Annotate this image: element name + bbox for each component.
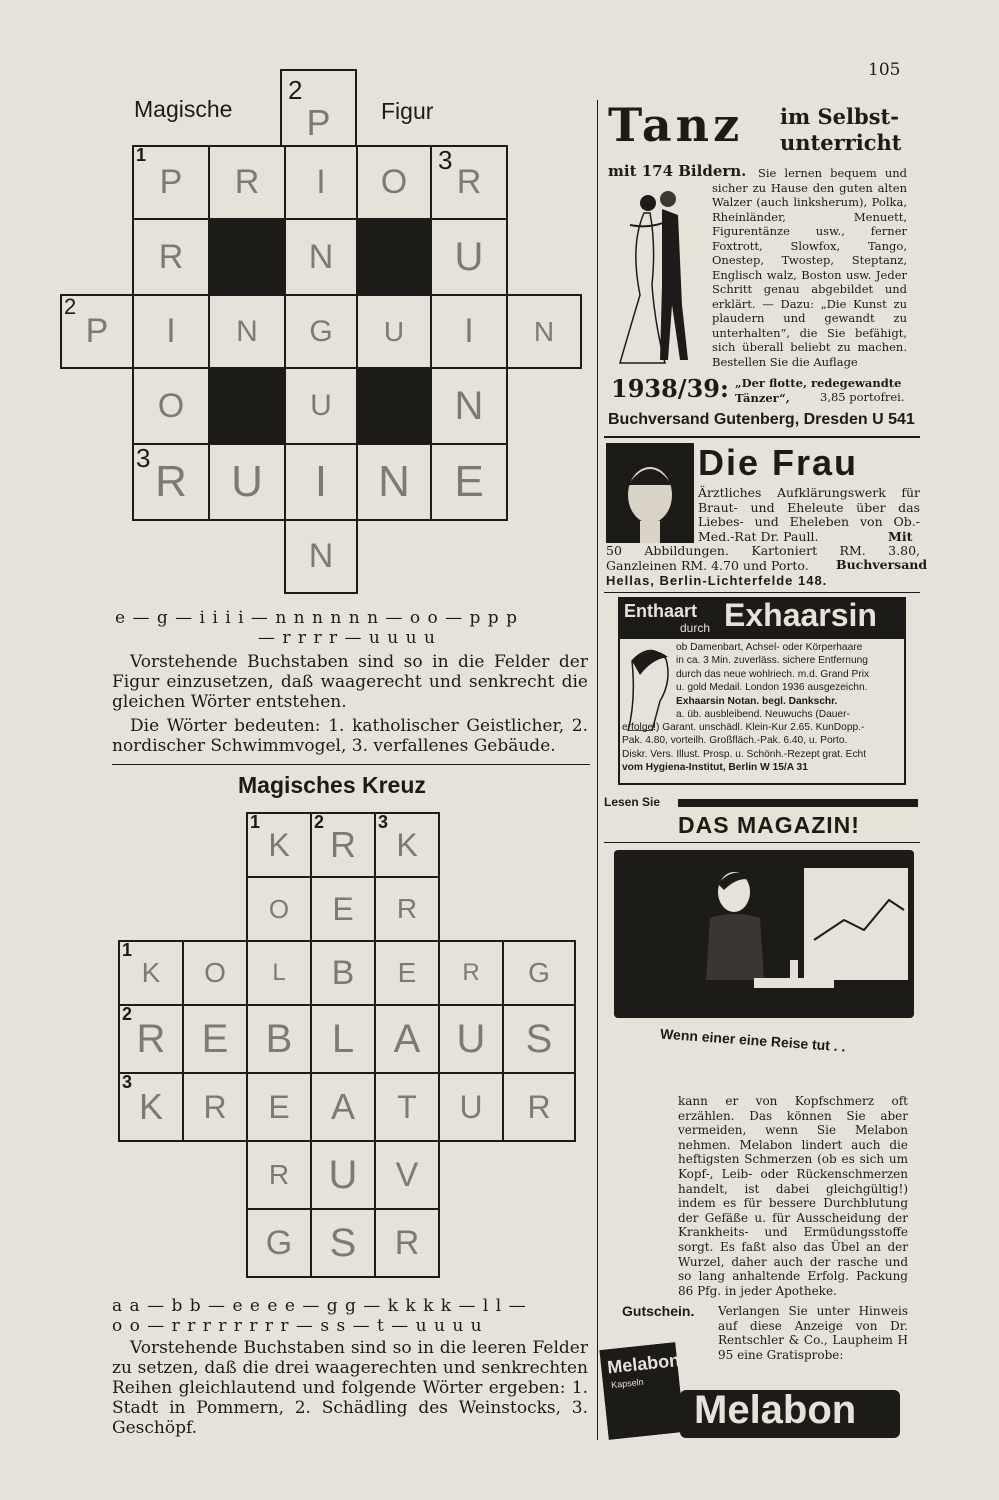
page-number: 105 <box>868 60 901 80</box>
exhaarsin-enthaart: Enthaart <box>624 601 698 621</box>
grid-cell[interactable] <box>310 812 376 878</box>
woman-portrait-image <box>606 443 694 543</box>
grid-cell[interactable] <box>430 443 508 521</box>
exhaarsin-text-bottom <box>622 721 906 775</box>
magazin-lesen: Lesen Sie <box>604 795 661 809</box>
pencil-letter: K <box>138 1086 163 1127</box>
pencil-letter: R <box>136 1016 166 1061</box>
pencil-letter: R <box>456 163 482 201</box>
pencil-letter: E <box>332 890 354 927</box>
grid-cell[interactable] <box>284 443 358 521</box>
melabon-gutschein-text: Verlangen Sie unter Hinweis auf diese Anzeige von Dr. Rentschler & Co., Laupheim H 95 eine Gratisprobe: <box>718 1304 908 1362</box>
melabon-gutschein: Gutschein. <box>622 1303 695 1319</box>
grid-cell[interactable] <box>374 1140 440 1210</box>
melabon-body: kann er von Kopfschmerz oft erzählen. Das können Sie aber vermeiden, wenn Sie Melabon nehmen. Melabon lindert auch die heftigsten Schmerzen (ob es sich um Kopf-, Leib- oder Rückenschmerzen handelt, ist dabei gleichgültig!) indem es für bessere Durchblutung der Gefäße u. für Ausscheidung der Krankheits- und Ermüdungsstoffe sorgt. Es faßt also das Übel an der Wurzel, daher auch der rasche und so lang anhaltende Erfolg. Packung 86 Pfg. in jeder Apotheke. <box>678 1094 908 1298</box>
clue-number: 3 <box>136 443 151 473</box>
pencil-letter: R <box>268 1159 290 1190</box>
exhaarsin-line: Exhaarsin Notan. begl. Dankschr. <box>676 695 838 707</box>
grid-cell[interactable] <box>246 876 312 942</box>
grid-cell[interactable] <box>246 940 312 1006</box>
exhaarsin-line: Diskr. Vers. Illust. Prosp. u. Schönh.-Rezept grat. Echt <box>622 748 867 760</box>
ad-exhaarsin <box>618 597 906 785</box>
clue-number: 2 <box>64 294 77 319</box>
puzzle1-instructions: Vorstehende Buchstaben sind so in die Felder der Figur einzusetzen, daß waagerecht und senkrecht die gleichen Wörter entstehen. <box>112 652 588 712</box>
pencil-letter: R <box>155 457 187 506</box>
puzzle2-instructions: Vorstehende Buchstaben sind so in die leeren Felder zu setzen, daß die drei waagerechten und senkrechten Reihen gleichlautend und folgende Wörter ergeben: 1. Stadt in Pommern, 2. Schädling des Weinstocks, 3. Geschöpf. <box>112 1338 588 1438</box>
pencil-letter: U <box>231 457 263 506</box>
grid-cell[interactable] <box>132 145 210 220</box>
tanz-edition-text: „Der flotte, redegewandte Tänzer“, <box>735 376 902 405</box>
exhaarsin-line: durch das neue wohlriech. m.d. Grand Prix <box>676 668 870 680</box>
exhaarsin-line: Pak. 4.80, vorteilh. Großfläch.-Pak. 6.40, u. Porto. <box>622 735 848 747</box>
grid-cell[interactable] <box>208 443 286 521</box>
melabon-box-text: Melabon <box>606 1349 682 1378</box>
tanz-title-side1: im Selbst- <box>780 104 899 129</box>
pencil-letter: T <box>397 1088 417 1125</box>
grid-cell[interactable] <box>246 1208 312 1278</box>
grid-cell[interactable] <box>310 1208 376 1278</box>
grid-cell[interactable] <box>246 812 312 878</box>
grid-cell[interactable] <box>374 876 440 942</box>
clue-number: 1 <box>122 940 133 960</box>
grid-cell[interactable] <box>430 145 508 220</box>
pencil-letter: R <box>396 893 418 924</box>
pencil-letter: E <box>268 1088 290 1125</box>
pencil-letter: U <box>310 389 332 422</box>
pencil-letter: I <box>464 312 474 350</box>
pencil-letter: P <box>85 312 109 350</box>
tanz-publisher: Buchversand Gutenberg, Dresden U 541 <box>608 411 915 428</box>
pencil-letter: R <box>203 1088 227 1125</box>
grid-cell[interactable] <box>430 218 508 296</box>
pencil-letter: R <box>527 1088 551 1125</box>
clue-number: 2 <box>288 75 303 105</box>
black-cell <box>356 218 432 296</box>
pencil-letter: U <box>459 1088 483 1125</box>
melabon-package-image <box>600 1342 685 1439</box>
pencil-letter: B <box>265 1016 293 1061</box>
pencil-letter: R <box>462 959 480 986</box>
magazin-bar <box>678 799 918 807</box>
grid-cell[interactable] <box>374 1004 440 1074</box>
divider <box>604 842 920 843</box>
pencil-letter: E <box>454 457 484 506</box>
dancing-couple-illustration <box>610 185 710 375</box>
pencil-letter: E <box>201 1016 229 1061</box>
grid-cell[interactable] <box>506 294 582 369</box>
pencil-letter: K <box>396 826 418 863</box>
pencil-letter: N <box>378 457 410 506</box>
pencil-letter: R <box>234 163 260 201</box>
pencil-letter: R <box>330 824 356 865</box>
melabon-brand: Melabon <box>694 1388 857 1432</box>
pencil-letter: N <box>533 315 555 347</box>
grid-cell[interactable] <box>310 1140 376 1210</box>
grid-cell[interactable] <box>208 145 286 220</box>
pencil-letter: G <box>265 1223 293 1262</box>
grid-cell[interactable] <box>132 218 210 296</box>
grid-cell[interactable] <box>374 1208 440 1278</box>
grid-cell[interactable] <box>60 294 134 369</box>
pencil-letter: N <box>236 314 258 348</box>
puzzle1-title-left: Magische <box>134 96 233 122</box>
pencil-letter: U <box>383 315 405 347</box>
clue-number: 3 <box>438 145 453 175</box>
pencil-letter: O <box>268 893 290 924</box>
grid-cell[interactable] <box>502 1072 576 1142</box>
magazin-title: DAS MAGAZIN! <box>678 812 860 838</box>
grid-cell[interactable] <box>284 218 358 296</box>
clue-number: 3 <box>122 1072 133 1092</box>
grid-cell[interactable] <box>246 1072 312 1142</box>
exhaarsin-brand: Exhaarsin <box>724 597 877 633</box>
grid-cell[interactable] <box>310 876 376 942</box>
tanz-title-side2: unterricht <box>780 130 902 155</box>
grid-cell[interactable] <box>438 940 504 1006</box>
exhaarsin-line: u. gold Medail. London 1936 ausgezeichn. <box>676 682 868 694</box>
pencil-letter: I <box>316 163 326 201</box>
tanz-edition: 1938/39: <box>611 374 729 403</box>
puzzle2-title: Magisches Kreuz <box>238 772 426 798</box>
pencil-letter: O <box>157 386 185 425</box>
clue-number: 2 <box>122 1004 133 1024</box>
divider <box>112 764 590 765</box>
black-cell <box>356 367 432 445</box>
grid-cell[interactable] <box>132 367 210 445</box>
puzzle1-clues: Die Wörter bedeuten: 1. katholischer Geistlicher, 2. nordischer Schwimmvogel, 3. verfallenes Gebäude. <box>112 716 588 756</box>
pencil-letter: O <box>380 163 408 201</box>
puzzle1-letters-2: — r r r r — u u u u <box>258 628 436 648</box>
grid-cell[interactable] <box>356 443 432 521</box>
pencil-letter: K <box>268 826 290 863</box>
grid-cell[interactable] <box>118 940 184 1006</box>
puzzle2-letters-2: o o — r r r r r r r r — s s — t — u u u u <box>112 1316 483 1336</box>
puzzle1-letters: e — g — i i i i — n n n n n n — o o — p p p <box>115 608 518 628</box>
pencil-letter: N <box>454 383 484 428</box>
grid-cell[interactable] <box>284 519 358 594</box>
grid-cell[interactable] <box>182 1004 248 1074</box>
grid-cell[interactable] <box>438 1004 504 1074</box>
exhaarsin-line: erfolge!) Garant. unschädl. Klein-Kur 2.65. KunDopp.- <box>622 722 865 733</box>
pencil-letter: N <box>308 537 334 575</box>
clue-number: 1 <box>250 812 261 832</box>
pencil-letter: P <box>159 163 183 201</box>
melabon-caption: Wenn einer eine Reise tut . . <box>659 1025 847 1055</box>
tanz-price: 3,85 portofrei. <box>820 390 905 404</box>
exhaarsin-line: a. üb. ausbleibend. Neuwuchs (Dauer- <box>676 709 850 721</box>
black-cell <box>208 367 286 445</box>
grid-cell[interactable] <box>374 1072 440 1142</box>
melabon-box-small: Kapseln <box>610 1376 645 1391</box>
grid-cell[interactable] <box>374 940 440 1006</box>
pencil-letter: L <box>272 959 286 986</box>
grid-cell[interactable] <box>182 940 248 1006</box>
grid-cell[interactable] <box>132 294 210 369</box>
grid-cell[interactable] <box>246 1004 312 1074</box>
clue-number: 2 <box>314 812 325 832</box>
exhaarsin-line: vom Hygiena-Institut, Berlin W 15/A 31 <box>622 762 808 774</box>
grid-cell[interactable] <box>430 294 508 369</box>
grid-cell[interactable] <box>310 1004 376 1074</box>
pencil-letter: G <box>309 314 333 348</box>
grid-cell[interactable] <box>356 145 432 220</box>
grid-cell[interactable] <box>118 1004 184 1074</box>
pencil-letter: N <box>308 237 334 276</box>
pencil-letter: S <box>525 1016 553 1061</box>
exhaarsin-line: in ca. 3 Min. zuverläss. sichere Entfernung <box>676 655 868 667</box>
pencil-letter: A <box>330 1086 355 1127</box>
clue-number: 1 <box>136 145 147 165</box>
pencil-letter: B <box>331 953 355 992</box>
frau-body: Ärztliches Aufklärungswerk für Braut- und Eheleute über das Liebes- und Eheleben von Ob.-Med.-Rat Dr. Paull. <box>698 485 920 544</box>
grid-cell[interactable] <box>284 294 358 369</box>
column-divider <box>597 100 598 1440</box>
grid-cell[interactable] <box>284 145 358 220</box>
pencil-letter: R <box>394 1223 420 1262</box>
grid-cell[interactable] <box>310 1072 376 1142</box>
grid-cell[interactable] <box>438 1072 504 1142</box>
divider <box>604 436 920 438</box>
grid-cell[interactable] <box>502 940 576 1006</box>
divider <box>604 592 920 593</box>
grid-cell[interactable] <box>208 294 286 369</box>
pencil-letter: U <box>328 1152 358 1197</box>
frau-bottom-publisher: Hellas, Berlin-Lichterfelde 148. <box>606 573 828 588</box>
tanz-body: Sie lernen bequem und sicher zu Hause den guten alten Walzer (auch linksherum), Polka, Rheinländer, Menuett, Figurentänze usw., ferner Foxtrott, Slowfox, Tango, Onestep, Twostep, Steptanz, Englisch walz, Boston usw. Jeder Schritt genau abgebildet und erklärt. — Dazu: „Die Kunst zu plaudern und gewandt zu unterhalten“, die Sie befähigt, sich überall beliebt zu machen. Bestellen Sie die Auflage <box>712 166 907 369</box>
pencil-letter: A <box>393 1016 421 1061</box>
grid-cell[interactable] <box>356 294 432 369</box>
black-cell <box>208 218 286 296</box>
tanz-title: Tanz <box>608 98 744 152</box>
grid-cell[interactable] <box>284 367 358 445</box>
exhaarsin-line: ob Damenbart, Achsel- oder Körperhaare <box>676 642 863 653</box>
grid-cell[interactable] <box>374 812 440 878</box>
pencil-letter: I <box>314 457 328 506</box>
tanz-subtitle: mit 174 Bildern. <box>608 162 747 180</box>
grid-cell[interactable] <box>310 940 376 1006</box>
pencil-letter: V <box>395 1155 419 1194</box>
pencil-letter: E <box>397 957 417 988</box>
puzzle1-title-right: Figur <box>381 98 434 124</box>
grid-cell[interactable] <box>118 1072 184 1142</box>
pencil-letter: G <box>528 957 550 988</box>
exhaarsin-durch: durch <box>680 621 711 635</box>
pencil-letter: U <box>456 1016 486 1061</box>
pencil-letter: L <box>331 1016 355 1061</box>
woman-profile-illustration <box>622 641 678 731</box>
grid-cell[interactable] <box>246 1140 312 1210</box>
pencil-letter: S <box>329 1220 357 1265</box>
exhaarsin-text <box>676 641 904 721</box>
grid-cell[interactable] <box>430 367 508 445</box>
pencil-letter: I <box>166 312 176 350</box>
frau-bottom-bold: Buchversand <box>836 557 928 572</box>
train-travel-illustration <box>614 850 914 1018</box>
pencil-letter: P <box>306 102 331 143</box>
pencil-letter: O <box>204 957 226 988</box>
frau-title: Die Frau <box>698 442 859 483</box>
pencil-letter: U <box>454 234 484 279</box>
grid-cell[interactable] <box>132 443 210 521</box>
clue-number: 3 <box>378 812 389 832</box>
pencil-letter: K <box>141 957 161 988</box>
grid-cell[interactable] <box>502 1004 576 1074</box>
frau-bottom: 50 Abbildungen. Kartoniert RM. 3.80, Ganzleinen RM. 4.70 und Porto. <box>606 543 920 573</box>
grid-cell[interactable] <box>280 69 357 147</box>
puzzle2-letters: a a — b b — e e e e — g g — k k k k — l l — <box>112 1296 527 1316</box>
pencil-letter: R <box>158 237 184 276</box>
grid-cell[interactable] <box>182 1072 248 1142</box>
frau-mit: Mit <box>888 529 913 544</box>
